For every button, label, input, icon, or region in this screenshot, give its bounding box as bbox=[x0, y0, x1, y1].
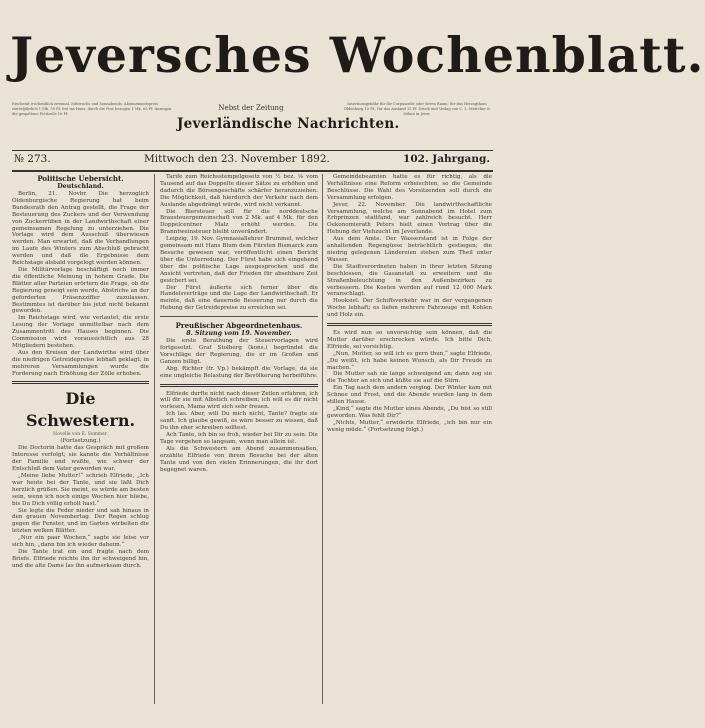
subsection-heading-session: 8. Sitzung vom 19. November. bbox=[186, 330, 292, 338]
imprint-left: Erscheint wöchentlich zweimal, Mittwochs und Sonnabends. Abonnementspreis vierteljährlich 1 Mk. 50 Pf. frei ins Haus, durch die Post bezogen 1 Mk. 65 Pf. Anzeigen die gespaltene Petitzeile 10 Pf. bbox=[12, 102, 172, 117]
column-1 bbox=[12, 174, 149, 704]
paragraph: Gemeindebeamten hatte es für richtig, als die Verhältnisse eine Reform erheischten, so die Gemeinde Beschlüsse. Die Wahl des Vorsitzenden soll durch die Versammlung erfolgen. bbox=[327, 174, 492, 201]
story-paragraph: Es wird nun so unvorsichtig sein können, daß die Mutter darüber erschrecken würde. Ich bitte Dich, Elfriede, sei vorsichtig. bbox=[327, 330, 492, 350]
issue-year: 102. Jahrgang. bbox=[403, 153, 490, 165]
subtitle: Jeverländische Nachrichten. bbox=[177, 116, 400, 132]
masthead-title: Jeversches Wochenblatt. bbox=[10, 26, 705, 84]
paragraph: Die Biersteuer soll für die norddeutsche Brausteuergemeinschaft von 2 Mk. auf 4 Mk. für den Doppelcentner Malz erhöht werden. Die Branntweinsteuer bleibt unverändert. bbox=[160, 208, 318, 236]
imprint-right: Insertionsgebühr für die Corpuszeile oder deren Raum: für das Herzogthum Oldenburg 10 Pf., für das Ausland 15 Pf. Druck und Verlag von C. L. Mettcker & Söhne in Jever. bbox=[343, 102, 491, 117]
issue-bar bbox=[14, 153, 490, 169]
paragraph: Im Reichstage wird, wie verlautet, die erste Lesung der Vorlage unmittelbar nach dem Zusammentritt des Hauses beginnen. Die Commission wird voraussichtlich aus 28 Mitgliedern bestehen. bbox=[12, 315, 149, 349]
column-2 bbox=[160, 174, 318, 704]
story-paragraph: Die Mutter sah sie lange schweigend an; dann zog sie die Tochter an sich und küßte sie auf die Stirn. bbox=[327, 371, 492, 385]
story-paragraph: „Meine liebe Mutter!“ schrieb Elfriede, „Ich war heute bei der Tante, und sie läßt Dich herzlich grüßen. Sie meint, es würde am besten sein, wenn ich noch einige Wochen hier bliebe, bis Du Dich völlig erholt hast.“ bbox=[12, 473, 149, 507]
paragraph: Tarife zum Reichsstempelgesetz von ½ bez. ⅛ vom Tausend auf das Doppelte dieser Sätze zu erhöhen und dadurch die Börsengeschäfte schärfer heranzuziehen. Die Möglichkeit, daß hierdurch der Verkehr nach dem Auslande abgedrängt würde, wird nicht verkannt. bbox=[160, 174, 318, 208]
column-divider-2 bbox=[322, 174, 323, 704]
paragraph: Die erste Berathung der Steuervorlagen wird fortgesetzt. Graf Stolberg (kons.) begründet die Vorschläge der Regierung, die er im Großen und Ganzen billigt. bbox=[160, 338, 318, 365]
divider bbox=[327, 323, 492, 326]
story-paragraph: Die Doctorin hatte das Gespräch mit großem Interesse verfolgt; sie kannte die Verhältnisse der Familie und wußte, wie schwer der Entschluß dem Vater geworden war. bbox=[12, 445, 149, 473]
story-paragraph: Sie legte die Feder nieder und sah hinaus in den grauen Novembertag. Der Regen schlug gegen die Fenster, und im Garten wirbelten die letzten welken Blätter. bbox=[12, 507, 149, 535]
bottom-rule bbox=[12, 170, 493, 172]
section-heading-parliament: Preußischer Abgeordnetenhaus. bbox=[175, 321, 303, 331]
nebst-der-zeitung: Nebst der Zeitung bbox=[218, 104, 284, 112]
paragraph: Abg. Richter (fr. Vp.) bekämpft die Vorlage, da sie eine ungleiche Belastung der Bevölkerung herbeiführe. bbox=[160, 365, 318, 379]
section-heading-politics: Politische Uebersicht. bbox=[37, 174, 124, 183]
divider bbox=[12, 381, 149, 384]
paragraph: Leipzig, 19. Nov. Gymnasiallehrer Brummel, welcher gemeinsam mit Hans Blum dem Fürsten Bismarck zum Besuche gewesen war, veröffentlicht einen Bericht über die Unterredung. Der Fürst habe sich eingehend über die politische Lage ausgesprochen und die Ansicht vertreten, daß der Frieden für absehbare Zeit gesichert sei. bbox=[160, 236, 318, 284]
story-continuation: (Fortsetzung.) bbox=[60, 438, 101, 445]
story-author: Novelle von E. Sommer. bbox=[53, 432, 108, 438]
story-paragraph: Ein Tag nach dem andern verging. Der Winter kam mit Schnee und Frost, und die Abende wurden lang in dem stillen Hause. bbox=[327, 385, 492, 406]
story-paragraph: Ach Tante, ich bin so froh, wieder bei Dir zu sein. Die Tage vergehen so langsam, wenn man allein ist. bbox=[160, 432, 318, 445]
paragraph: Die Stadtverordneten haben in ihrer letzten Sitzung beschlossen, die Gasanstalt zu erweitern und die Straßenbeleuchtung in den Außenbezirken zu verbessern. Die Kosten werden auf rund 12 000 Mark veranschlagt. bbox=[327, 263, 492, 298]
paragraph: Jever, 22. November. Die landwirthschaftliche Versammlung, welche am Sonnabend im Hotel zum Erbprinzen stattfand, war zahlreich besucht. Herr Oekonomierath Peters hielt einen Vortrag über die Hebung der Viehzucht im Jeverlande. bbox=[327, 201, 492, 236]
divider bbox=[160, 384, 318, 387]
paragraph: Der Fürst äußerte sich ferner über die Handelsverträge und die Lage der Landwirthschaft. Er meinte, daß eine dauernde Besserung nur durch die Hebung der Getreidepreise zu erreichen sei. bbox=[160, 284, 318, 312]
column-divider-1 bbox=[154, 174, 155, 704]
story-title: Die Schwestern. bbox=[25, 389, 136, 431]
issue-number: № 273. bbox=[14, 153, 51, 165]
paragraph: Berlin, 21. Novbr. Die herzoglich Oldenburgische Regierung hat beim Bundesrath den Antrag gestellt, die Frage der Besteuerung des Zuckers und der Verwendung von Zuckerrüben in der Landwirthschaft einer gemeinsamen Regelung zu unterziehen. Die Vorlage wird dem Ausschuß überwiesen werden. Man erwartet, daß die Verhandlungen im Laufe des Winters zum Abschluß gebracht werden und daß die Ergebnisse dem Reichstage alsbald vorgelegt werden können. bbox=[12, 191, 149, 267]
paragraph: Aus dem Amte. Der Wasserstand ist in Folge der anhaltenden Regengüsse beträchtlich gestiegen; die niedrig gelegenen Ländereien stehen zum Theil unter Wasser. bbox=[327, 236, 492, 263]
story-paragraph: Als die Schwestern am Abend zusammensaßen, erzählte Elfriede von ihrem Besuche bei der alten Tante und von den vielen Erinnerungen, die ihr dort begegnet waren. bbox=[160, 445, 318, 473]
story-paragraph: „Nichts, Mutter,“ erwiderte Elfriede, „ich bin nur ein wenig müde.“ (Fortsetzung folgt.) bbox=[327, 419, 492, 433]
paragraph: Aus den Kreisen der Landwirthe wird über die niedrigen Getreidepreise lebhaft geklagt; in mehreren Versammlungen wurde die Forderung nach Erhöhung der Zölle erhoben. bbox=[12, 349, 149, 377]
subsection-heading-germany: Deutschland. bbox=[57, 183, 104, 190]
story-paragraph: Ich las. Aber, will Du mich nicht, Tante? fragte sie sanft. Ich glaube gewiß, es wäre besser zu wissen, daß Du ihn eher schreiben solltest. bbox=[160, 411, 318, 432]
story-paragraph: „Nur ein paar Wochen,“ sagte sie leise vor sich hin, „dann bin ich wieder daheim.“ bbox=[12, 535, 149, 549]
issue-date: Mittwoch den 23. November 1892. bbox=[144, 153, 330, 165]
story-paragraph: Die Tante trat ein und fragte nach dem Briefe. Elfriede reichte ihn ihr schweigend hin, und die alte Dame las ihn aufmerksam durch. bbox=[12, 548, 149, 569]
paragraph: Hooksiel. Der Schiffsverkehr war in der vergangenen Woche lebhaft; es liefen mehrere Fahrzeuge mit Kohlen und Holz ein. bbox=[327, 298, 492, 319]
paragraph: Die Militärvorlage beschäftigt noch immer die öffentliche Meinung in hohem Grade. Die Blätter aller Parteien erörtern die Frage, ob die Regierung geneigt sein werde, Abstriche an der geforderten Präsenzziffer zuzulassen. Bestimmtes ist darüber bis jetzt nicht bekannt geworden. bbox=[12, 266, 149, 315]
top-rule bbox=[12, 150, 493, 151]
story-paragraph: Elfriede durfte nicht nach dieser Zeilen erfahren, ich will dir sie mit Albstich schreiben; ich will es dir nicht vorlesen, Mama wird sich sehr freuen. bbox=[160, 390, 318, 411]
divider bbox=[160, 316, 318, 317]
story-paragraph: „Nun, Mutter, so will ich es gern thun,“ sagte Elfriede, „Du weißt, ich habe keinen Wunsch, als Dir Freude zu machen.“ bbox=[327, 350, 492, 371]
column-3 bbox=[327, 174, 492, 704]
story-paragraph: „Kind,“ sagte die Mutter eines Abends, „Du bist so still geworden. Was fehlt Dir?“ bbox=[327, 406, 492, 419]
